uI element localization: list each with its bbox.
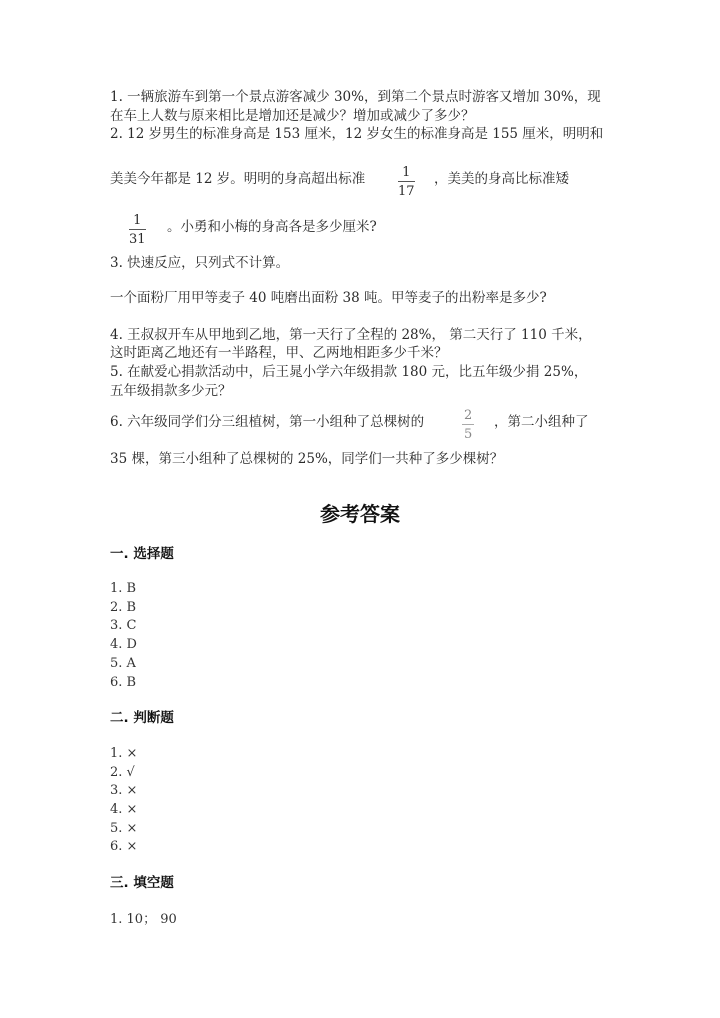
question-2-line-2a: 美美今年都是 12 岁。明明的身高超出标准 <box>110 171 366 187</box>
question-5-line-1: 5. 在献爱心捐款活动中，后王晁小学六年级捐款 180 元，比五年级少捐 25%， <box>110 364 588 380</box>
answer-item: 5. × <box>110 821 138 836</box>
fraction-1-31 <box>129 213 146 247</box>
fraction-denominator: 31 <box>129 232 146 247</box>
answer-item: 2. √ <box>110 765 135 780</box>
section-heading-fill-in-blank: 三. 填空题 <box>110 875 174 891</box>
fraction-1-17 <box>398 165 415 199</box>
answer-item: 1. 10； 90 <box>110 912 177 927</box>
fraction-denominator: 17 <box>398 184 415 199</box>
answer-item: 5. A <box>110 656 136 671</box>
question-6-line-2: 35 棵，第三小组种了总棵树的 25%，同学们一共种了多少棵树？ <box>110 451 504 467</box>
answer-item: 1. B <box>110 581 137 596</box>
fraction-bar <box>398 181 415 182</box>
question-2-line-1: 2. 12 岁男生的标准身高是 153 厘米，12 岁女生的标准身高是 155 厘米，明明和 <box>110 126 604 142</box>
question-2-line-2b: ，美美的身高比标准矮 <box>434 171 569 187</box>
fraction-numerator: 1 <box>402 165 411 180</box>
question-5-line-2: 五年级捐款多少元？ <box>110 383 232 399</box>
fraction-bar <box>129 229 146 230</box>
answer-item: 1. × <box>110 746 138 761</box>
section-heading-multiple-choice: 一. 选择题 <box>110 546 174 562</box>
answer-item: 6. B <box>110 675 137 690</box>
question-1-line-2: 在车上人数与原来相比是增加还是减少？增加或减少了多少？ <box>110 108 475 124</box>
answer-item: 4. × <box>110 802 138 817</box>
fraction-numerator: 2 <box>464 408 473 423</box>
answers-title: 参考答案 <box>320 502 400 526</box>
question-6-line-1a: 6. 六年级同学们分三组植树，第一小组种了总棵树的 <box>110 414 425 430</box>
section-heading-true-false: 二. 判断题 <box>110 710 174 726</box>
question-2-line-3: 。小勇和小梅的身高各是多少厘米? <box>167 219 377 235</box>
fraction-2-5 <box>462 408 474 442</box>
question-4-line-1: 4. 王叔叔开车从甲地到乙地，第一天行了全程的 28%， 第二天行了 110 千米， <box>110 327 592 343</box>
fraction-denominator: 5 <box>464 427 473 442</box>
question-1-line-1: 1. 一辆旅游车到第一个景点游客减少 30%，到第二个景点时游客又增加 30%，现 <box>110 89 601 105</box>
answer-item: 3. C <box>110 618 137 633</box>
question-3-line-1: 3. 快速反应，只列式不计算。 <box>110 255 290 271</box>
question-4-line-2: 这时距离乙地还有一半路程，甲、乙两地相距多少千米？ <box>110 345 448 361</box>
answer-item: 6. × <box>110 839 138 854</box>
fraction-bar <box>462 424 474 425</box>
fraction-numerator: 1 <box>133 213 142 228</box>
answer-item: 4. D <box>110 637 137 652</box>
question-3-line-2: 一个面粉厂用甲等麦子 40 吨磨出面粉 38 吨。甲等麦子的出粉率是多少? <box>110 290 547 306</box>
question-6-line-1b: ，第二小组种了 <box>494 414 589 430</box>
answer-item: 3. × <box>110 783 138 798</box>
answer-item: 2. B <box>110 600 137 615</box>
